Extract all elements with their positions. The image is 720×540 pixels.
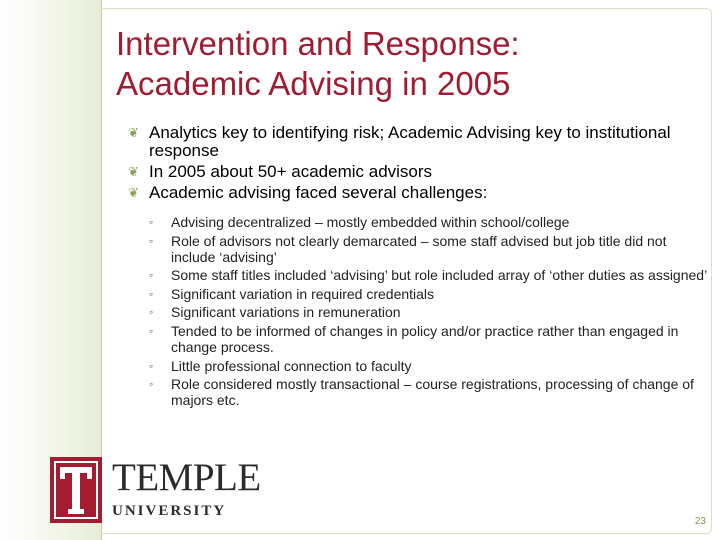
leaf-bullet-icon: ❦: [128, 125, 139, 140]
sub-bullet-text: Significant variation in required credentials: [171, 285, 435, 302]
sub-bullet-list: [149, 214, 714, 411]
circle-bullet-icon: ◦: [149, 215, 154, 229]
sub-bullet-item: [149, 358, 714, 374]
sub-bullet-text: Role considered mostly transactional – course registrations, processing of change of majors etc.: [171, 376, 694, 409]
circle-bullet-icon: ◦: [149, 268, 154, 283]
bullet-item: [128, 184, 718, 202]
temple-university-logo: [50, 457, 260, 527]
circle-bullet-icon: ◦: [149, 323, 154, 338]
sub-bullet-text: Little professional connection to faculty: [171, 357, 412, 374]
bullet-item: [128, 163, 718, 181]
slide-title: [116, 24, 706, 104]
temple-t-mark-icon: [50, 457, 102, 523]
circle-bullet-icon: ◦: [149, 305, 154, 320]
bullet-list: [128, 124, 718, 205]
bullet-item: [128, 124, 718, 160]
sub-bullet-item: [149, 304, 714, 320]
leaf-bullet-icon: ❦: [128, 164, 139, 179]
sub-bullet-item: [149, 323, 714, 355]
logo-wordmark: TEMPLE: [112, 456, 261, 499]
circle-bullet-icon: ◦: [149, 233, 154, 248]
sub-bullet-text: Tended to be informed of changes in policy and/or practice rather than engaged in change process.: [171, 322, 679, 355]
sub-bullet-item: [149, 214, 714, 230]
bullet-text: Analytics key to identifying risk; Academic Advising key to institutional response: [149, 123, 671, 160]
circle-bullet-icon: ◦: [149, 358, 154, 373]
page-number: 23: [694, 516, 706, 527]
leaf-bullet-icon: ❦: [128, 185, 139, 200]
circle-bullet-icon: ◦: [149, 286, 154, 301]
title-line-1: Intervention and Response:: [116, 25, 520, 62]
sub-bullet-item: [149, 376, 714, 408]
circle-bullet-icon: ◦: [149, 377, 154, 392]
sub-bullet-text: Some staff titles included ‘advising’ but role included array of ‘other duties as assigned’: [171, 267, 708, 284]
sub-bullet-text: Advising decentralized – mostly embedded within school/college: [171, 214, 570, 230]
sub-bullet-text: Role of advisors not clearly demarcated – some staff advised but job title did not include ‘advising’: [171, 232, 667, 265]
title-line-2: Academic Advising in 2005: [116, 65, 511, 102]
logo-subtext: UNIVERSITY: [112, 503, 227, 519]
sub-bullet-item: [149, 267, 714, 283]
bullet-text: Academic advising faced several challenges:: [149, 183, 488, 202]
bullet-text: In 2005 about 50+ academic advisors: [149, 162, 433, 181]
sub-bullet-item: [149, 286, 714, 302]
sub-bullet-item: [149, 233, 714, 265]
sub-bullet-text: Significant variations in remuneration: [171, 304, 401, 321]
